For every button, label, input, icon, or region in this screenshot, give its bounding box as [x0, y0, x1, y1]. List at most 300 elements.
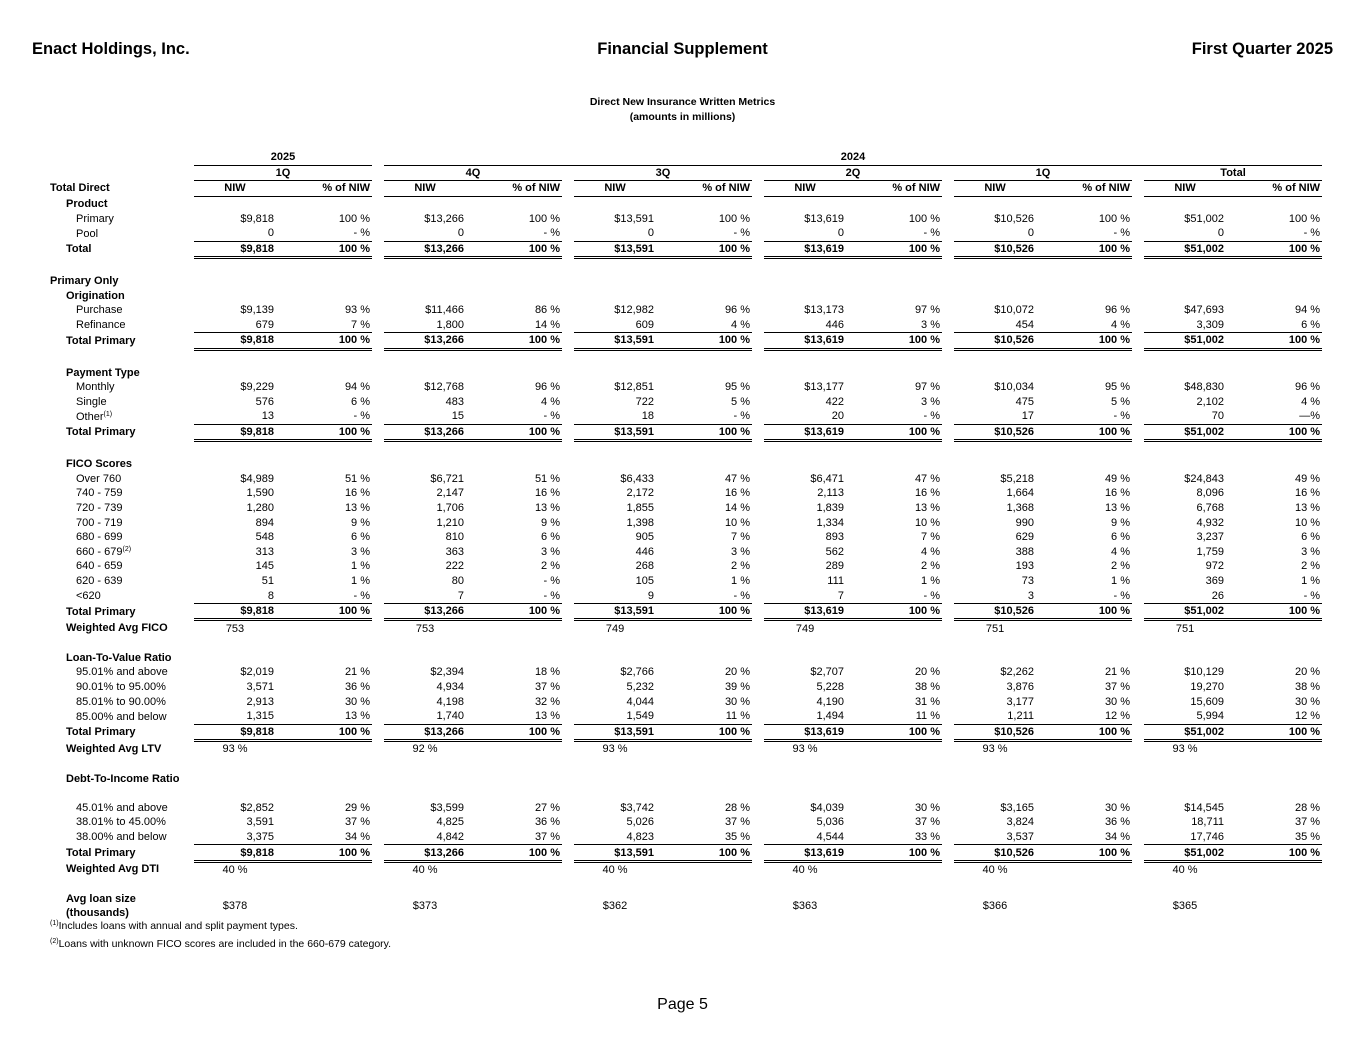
- pct-of-niw-value: 27 %: [534, 801, 561, 814]
- niw-value: $10,072: [994, 304, 1035, 317]
- niw-value: 3,824: [1006, 816, 1035, 829]
- row-label-text: 720 - 739: [76, 501, 123, 514]
- pct-of-niw-value: - %: [656, 588, 752, 603]
- niw-value: 4,934: [436, 681, 465, 694]
- pct-of-niw-value: - %: [276, 409, 372, 424]
- table-row: [48, 471, 1322, 486]
- row-label: [48, 365, 194, 380]
- year-2024-header: 2024: [384, 150, 1322, 165]
- niw-value: $14,545: [1184, 801, 1225, 814]
- pct-of-niw-value: 16 %: [534, 487, 561, 500]
- niw-value: $9,818: [194, 724, 276, 741]
- niw-value: $2,852: [240, 801, 274, 814]
- pct-of-niw-value: 6 %: [1226, 318, 1322, 333]
- pct-of-niw-value: 100 %: [1226, 241, 1322, 258]
- niw-value: 5,036: [816, 816, 845, 829]
- niw-value: $3,599: [430, 801, 465, 814]
- row-label: [48, 196, 194, 211]
- footnote-2-text: Loans with unknown FICO scores are included in the 660-679 category.: [58, 938, 392, 950]
- pct-of-niw-value: 100 %: [846, 424, 942, 441]
- row-label: [48, 333, 194, 350]
- pct-of-niw-value: 6 %: [541, 531, 561, 544]
- row-label: [48, 620, 194, 636]
- niw-value: 1,494: [764, 709, 846, 724]
- niw-value: $10,526: [954, 845, 1036, 862]
- pct-of-niw-value: 47 %: [724, 472, 751, 485]
- pct-of-niw-value: - %: [276, 588, 372, 603]
- section-heading-row: [48, 288, 1322, 303]
- footnote-2: [50, 938, 391, 950]
- table-row: [48, 815, 1322, 830]
- niw-value: 222: [445, 560, 465, 573]
- pct-of-niw-value: 13 %: [466, 709, 562, 724]
- pct-of-niw-value: 29 %: [344, 801, 371, 814]
- pct-of-niw-value: 3 %: [731, 545, 751, 558]
- niw-value: $10,526: [954, 333, 1036, 350]
- total-row: [48, 845, 1322, 862]
- niw-value: 8: [194, 588, 276, 603]
- pct-of-niw-value: 100 %: [656, 603, 752, 620]
- niw-value: 111: [827, 574, 845, 587]
- pct-of-niw-value: 100 %: [846, 603, 942, 620]
- niw-value: $51,002: [1144, 241, 1226, 258]
- row-label: [48, 801, 194, 816]
- col-niw: NIW: [954, 181, 1036, 197]
- table-row: [48, 318, 1322, 333]
- pct-of-niw-value: 49 %: [1104, 472, 1131, 485]
- niw-value: $3,165: [1000, 801, 1035, 814]
- niw-value: 446: [635, 545, 655, 558]
- total-row: [48, 333, 1322, 350]
- niw-value: 80: [451, 574, 465, 587]
- pct-of-niw-value: 100 %: [466, 603, 562, 620]
- table-row: [48, 409, 1322, 424]
- average-value: 751: [985, 622, 1005, 635]
- pct-of-niw-value: - %: [846, 409, 942, 424]
- pct-of-niw-value: 95 %: [724, 381, 751, 394]
- row-label-text: Monthly: [76, 381, 115, 394]
- average-value: 93 %: [792, 743, 818, 756]
- niw-value: 1,706: [436, 501, 465, 514]
- niw-value: $13,266: [384, 424, 466, 441]
- niw-value: $13,619: [764, 724, 846, 741]
- pct-of-niw-value: 30 %: [1294, 695, 1321, 708]
- col-niw: NIW: [384, 181, 466, 197]
- table-row: [48, 226, 1322, 241]
- niw-value: $6,471: [810, 472, 845, 485]
- pct-of-niw-value: 1 %: [1301, 574, 1321, 587]
- table-row: [48, 544, 1322, 559]
- average-value: 40 %: [982, 864, 1008, 877]
- pct-of-niw-value: 100 %: [1288, 212, 1321, 225]
- col-pct: % of NIW: [846, 181, 942, 197]
- row-label: [48, 892, 194, 920]
- pct-of-niw-value: 30 %: [344, 695, 371, 708]
- niw-value: $13,266: [384, 333, 466, 350]
- pct-of-niw-value: 11 %: [656, 709, 752, 724]
- pct-of-niw-value: 100 %: [466, 424, 562, 441]
- niw-value: 3,177: [1006, 695, 1035, 708]
- niw-value: $12,851: [614, 381, 655, 394]
- quarter-header: 4Q: [384, 165, 562, 181]
- row-label: [48, 241, 194, 258]
- niw-metrics-table: [48, 150, 1322, 920]
- niw-value: 1,210: [436, 516, 465, 529]
- total-row: [48, 241, 1322, 258]
- table-row: [48, 665, 1322, 680]
- row-label: [48, 665, 194, 680]
- section-heading-row: [48, 196, 1322, 211]
- pct-of-niw-value: - %: [1226, 588, 1322, 603]
- niw-value: 454: [954, 318, 1036, 333]
- niw-value: $2,766: [620, 666, 655, 679]
- pct-of-niw-value: 34 %: [276, 830, 372, 845]
- niw-value: 972: [1205, 560, 1225, 573]
- row-label-text: 620 - 639: [76, 574, 123, 587]
- niw-value: 4,544: [764, 830, 846, 845]
- row-label-text: 700 - 719: [76, 516, 123, 529]
- pct-of-niw-value: 37 %: [534, 681, 561, 694]
- average-value: 749: [795, 622, 815, 635]
- pct-of-niw-value: 100 %: [466, 845, 562, 862]
- niw-value: 18,711: [1191, 816, 1225, 829]
- pct-of-niw-value: 9 %: [351, 516, 371, 529]
- row-label-text: FICO Scores: [66, 458, 133, 471]
- pct-of-niw-value: 96 %: [724, 304, 751, 317]
- average-value: $363: [792, 900, 818, 913]
- niw-value: 313: [255, 545, 274, 558]
- average-value: 751: [1175, 622, 1195, 635]
- niw-value: $10,034: [994, 381, 1035, 394]
- row-label: [48, 486, 194, 501]
- pct-of-niw-value: 100 %: [1226, 845, 1322, 862]
- pct-of-niw-value: 3 %: [846, 318, 942, 333]
- niw-value: 2,913: [246, 695, 274, 708]
- row-label: [48, 709, 194, 724]
- pct-of-niw-value: 20 %: [914, 666, 941, 679]
- niw-value: 0: [954, 226, 1036, 241]
- niw-value: 1,334: [816, 516, 845, 529]
- pct-of-niw-value: 10 %: [1294, 516, 1321, 529]
- niw-value: $2,394: [430, 666, 465, 679]
- niw-value: 18: [574, 409, 656, 424]
- niw-value: $9,818: [194, 241, 276, 258]
- row-label: [48, 211, 194, 226]
- spacer-row: [48, 349, 1322, 365]
- pct-of-niw-value: - %: [1036, 409, 1132, 424]
- pct-of-niw-value: 2 %: [541, 560, 561, 573]
- total-row: [48, 424, 1322, 441]
- section-heading-row: [48, 457, 1322, 472]
- pct-of-niw-value: 100 %: [908, 212, 941, 225]
- pct-of-niw-value: 36 %: [1104, 816, 1131, 829]
- niw-value: $13,591: [574, 845, 656, 862]
- pct-of-niw-value: 1 %: [1111, 574, 1131, 587]
- pct-of-niw-value: 12 %: [1226, 709, 1322, 724]
- niw-value: 3,876: [1006, 681, 1035, 694]
- niw-value: $51,002: [1184, 212, 1225, 225]
- pct-of-niw-value: - %: [1036, 226, 1132, 241]
- report-title: Direct New Insurance Written Metrics: [589, 96, 776, 108]
- table-row: [48, 559, 1322, 574]
- niw-value: $10,129: [1184, 666, 1225, 679]
- pct-of-niw-value: 7 %: [731, 531, 751, 544]
- pct-of-niw-value: 4 %: [541, 395, 561, 408]
- niw-value: 4,823: [574, 830, 656, 845]
- niw-value: 5,026: [626, 816, 655, 829]
- niw-value: 1,211: [954, 709, 1036, 724]
- pct-of-niw-value: 2 %: [1111, 560, 1131, 573]
- niw-value: $9,139: [240, 304, 274, 317]
- niw-value: 1,664: [1006, 487, 1035, 500]
- row-label-text: Weighted Avg LTV: [66, 742, 162, 755]
- pct-of-niw-value: 100 %: [338, 212, 371, 225]
- niw-value: $6,433: [620, 472, 655, 485]
- niw-value: $4,039: [810, 801, 845, 814]
- pct-of-niw-value: 35 %: [1226, 830, 1322, 845]
- niw-value: 0: [764, 226, 846, 241]
- pct-of-niw-value: 31 %: [914, 695, 941, 708]
- row-label-text: 90.01% to 95.00%: [76, 681, 166, 694]
- row-label-text: Payment Type: [66, 366, 140, 379]
- pct-of-niw-value: 100 %: [466, 241, 562, 258]
- niw-value: $13,619: [764, 241, 846, 258]
- niw-value: 722: [635, 395, 655, 408]
- pct-of-niw-value: 3 %: [921, 395, 941, 408]
- niw-value: $13,591: [614, 212, 655, 225]
- pct-of-niw-value: 100 %: [846, 333, 942, 350]
- pct-of-niw-value: 6 %: [351, 395, 371, 408]
- niw-value: 3,309: [1144, 318, 1226, 333]
- pct-of-niw-value: 38 %: [914, 681, 941, 694]
- pct-of-niw-value: 100 %: [656, 724, 752, 741]
- row-label: [48, 724, 194, 741]
- niw-value: 3,537: [954, 830, 1036, 845]
- pct-of-niw-value: 13 %: [1104, 501, 1131, 514]
- pct-of-niw-value: 13 %: [1294, 501, 1321, 514]
- niw-value: 17: [954, 409, 1036, 424]
- pct-of-niw-value: 32 %: [534, 695, 561, 708]
- niw-value: $9,229: [240, 381, 274, 394]
- pct-of-niw-value: - %: [656, 409, 752, 424]
- pct-of-niw-value: 37 %: [914, 816, 941, 829]
- row-label-text: 45.01% and above: [76, 801, 168, 814]
- niw-value: $11,466: [425, 304, 465, 317]
- pct-of-niw-value: 94 %: [1294, 304, 1321, 317]
- pct-of-niw-value: 37 %: [466, 830, 562, 845]
- niw-value: $3,742: [620, 801, 655, 814]
- niw-value: $51,002: [1144, 845, 1226, 862]
- average-value: 93 %: [602, 743, 628, 756]
- table-row: [48, 801, 1322, 816]
- report-period: First Quarter 2025: [1191, 40, 1333, 58]
- pct-of-niw-value: 1 %: [351, 574, 371, 587]
- row-label-text: 740 - 759: [76, 487, 123, 500]
- row-label: [48, 457, 194, 472]
- niw-value: $13,619: [764, 845, 846, 862]
- niw-value: 1,855: [626, 501, 655, 514]
- pct-of-niw-value: 3 %: [351, 545, 371, 558]
- pct-of-niw-value: 7 %: [921, 531, 941, 544]
- pct-of-niw-value: 100 %: [1036, 333, 1132, 350]
- pct-of-niw-value: 2 %: [731, 560, 751, 573]
- pct-of-niw-value: 13 %: [344, 501, 371, 514]
- niw-value: 1,368: [1006, 501, 1035, 514]
- row-label-text: Total: [66, 243, 92, 256]
- niw-value: 7: [384, 588, 466, 603]
- row-label-text: Origination: [66, 289, 125, 302]
- niw-value: 5,994: [1144, 709, 1226, 724]
- row-label: [48, 544, 194, 559]
- quarter-header: 1Q: [194, 165, 372, 181]
- row-label-text: Primary Only: [50, 275, 119, 288]
- pct-of-niw-value: - %: [656, 226, 752, 241]
- niw-value: 2,102: [1196, 395, 1225, 408]
- niw-value: 4,825: [436, 816, 465, 829]
- pct-of-niw-value: 100 %: [466, 333, 562, 350]
- pct-of-niw-value: 10 %: [724, 516, 751, 529]
- average-value: 93 %: [1172, 743, 1198, 756]
- pct-of-niw-value: 100 %: [1226, 333, 1322, 350]
- pct-of-niw-value: 100 %: [1226, 603, 1322, 620]
- niw-value: $51,002: [1144, 424, 1226, 441]
- niw-value: 4,190: [816, 695, 845, 708]
- col-pct: % of NIW: [656, 181, 752, 197]
- row-label-text: Purchase: [76, 304, 123, 317]
- pct-of-niw-value: 36 %: [534, 816, 561, 829]
- row-label-text: Weighted Avg FICO: [66, 621, 168, 634]
- niw-value: 289: [825, 560, 845, 573]
- pct-of-niw-value: 100 %: [656, 333, 752, 350]
- niw-value: $12,768: [424, 381, 465, 394]
- row-label: [48, 694, 194, 709]
- niw-value: 17,746: [1144, 830, 1226, 845]
- pct-of-niw-value: 100 %: [276, 333, 372, 350]
- table-row: [48, 694, 1322, 709]
- pct-of-niw-value: 16 %: [914, 487, 941, 500]
- row-label: [48, 226, 194, 241]
- year-header-row: [48, 150, 1322, 165]
- average-value: 753: [225, 622, 245, 635]
- pct-of-niw-value: 28 %: [724, 801, 751, 814]
- row-label: [48, 530, 194, 545]
- average-value: $365: [1172, 900, 1198, 913]
- niw-value: 0: [194, 226, 276, 241]
- average-value: 92 %: [412, 743, 438, 756]
- pct-of-niw-value: 1 %: [351, 560, 371, 573]
- niw-value: 609: [574, 318, 656, 333]
- average-value: 40 %: [602, 864, 628, 877]
- pct-of-niw-value: 100 %: [276, 603, 372, 620]
- row-label-text: Total Primary: [66, 605, 136, 618]
- niw-value: $9,818: [194, 424, 276, 441]
- table-row: [48, 380, 1322, 395]
- row-label: [48, 588, 194, 603]
- pct-of-niw-value: 13 %: [276, 709, 372, 724]
- pct-of-niw-value: 12 %: [1036, 709, 1132, 724]
- quarter-header: Total: [1144, 165, 1322, 181]
- niw-value: $2,707: [810, 666, 845, 679]
- table-row: [48, 486, 1322, 501]
- niw-value: 13: [194, 409, 276, 424]
- niw-value: 5,228: [816, 681, 845, 694]
- pct-of-niw-value: 4 %: [921, 545, 941, 558]
- pct-of-niw-value: 38 %: [1294, 681, 1321, 694]
- niw-value: $10,526: [954, 724, 1036, 741]
- niw-value: $10,526: [954, 424, 1036, 441]
- pct-of-niw-value: 100 %: [656, 424, 752, 441]
- pct-of-niw-value: 4 %: [656, 318, 752, 333]
- niw-value: $51,002: [1144, 333, 1226, 350]
- pct-of-niw-value: 16 %: [1294, 487, 1321, 500]
- niw-value: 4,198: [436, 695, 465, 708]
- row-label: [48, 559, 194, 574]
- row-label-text: Total Primary: [66, 847, 136, 860]
- niw-value: $13,266: [384, 241, 466, 258]
- pct-of-niw-value: 6 %: [351, 531, 371, 544]
- row-label: [48, 515, 194, 530]
- niw-value: 1,398: [626, 516, 655, 529]
- table-row: [48, 861, 1322, 877]
- niw-value: $13,591: [574, 241, 656, 258]
- niw-value: $51,002: [1144, 724, 1226, 741]
- pct-of-niw-value: 100 %: [656, 241, 752, 258]
- niw-value: 388: [1015, 545, 1035, 558]
- pct-of-niw-value: 100 %: [276, 241, 372, 258]
- niw-value: 369: [1205, 574, 1225, 587]
- row-label: [48, 274, 194, 289]
- niw-value: $13,591: [574, 424, 656, 441]
- total-row: [48, 724, 1322, 741]
- pct-of-niw-value: 100 %: [1036, 603, 1132, 620]
- row-label-text: 85.00% and below: [76, 710, 167, 723]
- pct-of-niw-value: 9 %: [1111, 516, 1131, 529]
- pct-of-niw-value: 16 %: [1104, 487, 1131, 500]
- pct-of-niw-value: 21 %: [344, 666, 371, 679]
- row-label-text: Weighted Avg DTI: [66, 863, 160, 876]
- niw-value: $13,173: [804, 304, 845, 317]
- row-label-text: Total Primary: [66, 726, 136, 739]
- pct-of-niw-value: 9 %: [541, 516, 561, 529]
- niw-value: 2,172: [626, 487, 655, 500]
- average-value: $378: [222, 900, 248, 913]
- pct-of-niw-value: 96 %: [534, 381, 561, 394]
- niw-value: 15,609: [1190, 695, 1225, 708]
- row-label-text: Total Primary: [66, 334, 136, 347]
- niw-value: $13,266: [384, 603, 466, 620]
- niw-value: $51,002: [1144, 603, 1226, 620]
- pct-of-niw-value: 30 %: [724, 695, 751, 708]
- row-label: [48, 680, 194, 695]
- pct-of-niw-value: 93 %: [344, 304, 371, 317]
- niw-value: $13,619: [764, 424, 846, 441]
- niw-value: 629: [1015, 531, 1035, 544]
- table-row: [48, 515, 1322, 530]
- niw-value: $10,526: [994, 212, 1035, 225]
- table-row: [48, 303, 1322, 318]
- table-row: [48, 741, 1322, 757]
- niw-value: 0: [384, 226, 466, 241]
- niw-value: $9,818: [240, 212, 274, 225]
- row-label: [48, 771, 194, 786]
- row-label-text: 85.01% to 90.00%: [76, 695, 166, 708]
- niw-value: $12,982: [614, 304, 655, 317]
- pct-of-niw-value: 20 %: [1294, 666, 1321, 679]
- niw-value: $9,818: [194, 333, 276, 350]
- row-label-text: 660 - 679: [76, 545, 123, 558]
- pct-of-niw-value: 11 %: [846, 709, 942, 724]
- pct-of-niw-value: 4 %: [1036, 318, 1132, 333]
